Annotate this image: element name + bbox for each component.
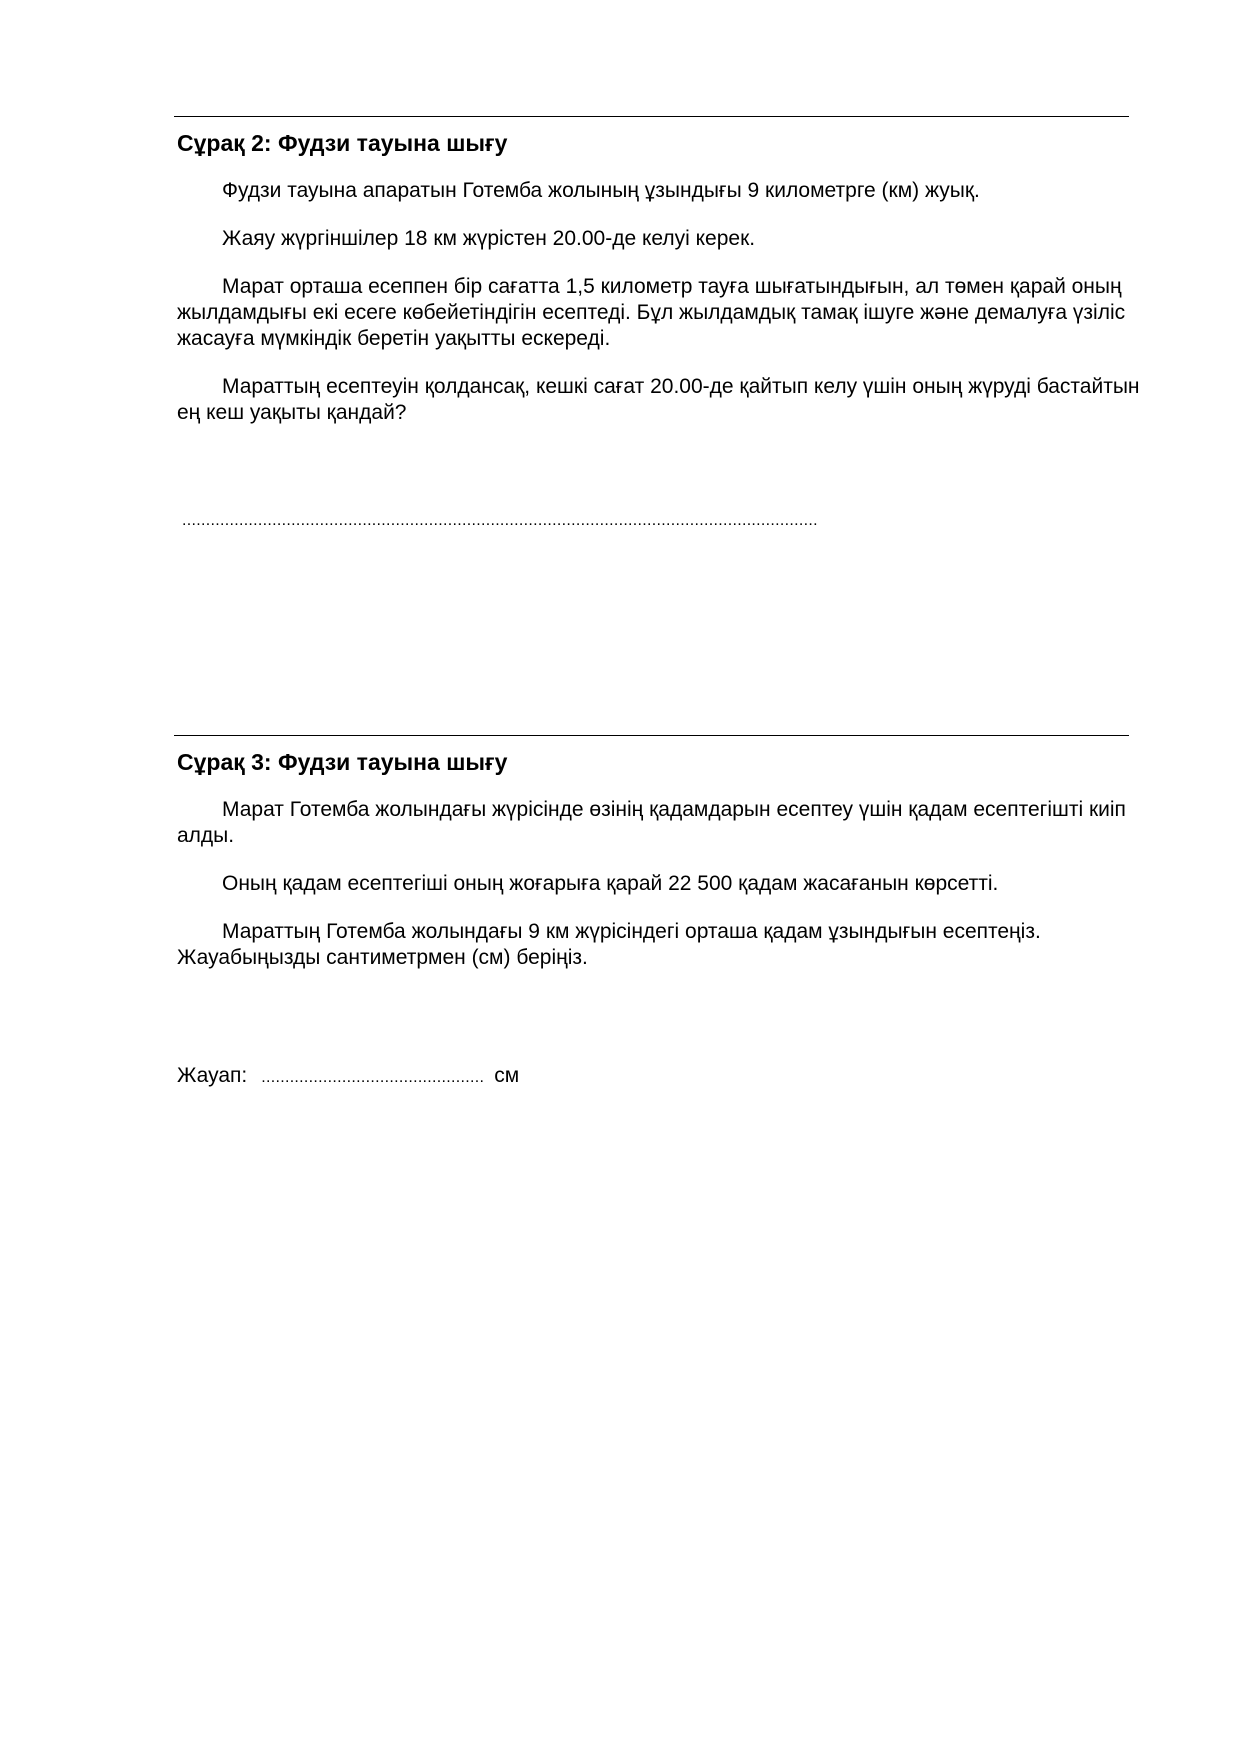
- question-2-title: Сұрақ 2: Фудзи тауына шығу: [177, 130, 508, 156]
- question-3-title: Сұрақ 3: Фудзи тауына шығу: [177, 749, 508, 775]
- question-2-paragraph-1: Фудзи тауына апаратын Готемба жолының ұзындығы 9 километрге (км) жуық.: [222, 179, 980, 202]
- question-2-paragraph-3: Марат орташа есеппен бір сағатта 1,5 километр тауға шығатындығын, ал төмен қарай оның жылдамдығы екі есеге көбейетіндігін есептеді. Бұл жылдамдық тамақ ішуге және демалуға үзіліс жасауға мүмкіндік беретін уақытты ескереді.: [177, 275, 1126, 350]
- answer-label: Жауап:: [177, 1064, 248, 1087]
- question-3-answer-row: [177, 1063, 1129, 1091]
- answer-unit: см: [494, 1064, 520, 1087]
- question-3-paragraph-1: Марат Готемба жолындағы жүрісінде өзінің қадамдарын есептеу үшін қадам есептегішті киіп алды.: [177, 798, 1126, 847]
- question-3-paragraph-3: Мараттың Готемба жолындағы 9 км жүрісіндегі орташа қадам ұзындығын есептеңіз. Жауабыңызды сантиметрмен (см) беріңіз.: [177, 920, 1041, 969]
- question-3-answer-line[interactable]: ...............................................: [261, 1069, 485, 1086]
- section-divider: [174, 735, 1129, 736]
- question-2-paragraph-2: Жаяу жүргіншілер 18 км жүрістен 20.00-де келуі керек.: [222, 227, 756, 250]
- question-3-section: [174, 735, 1129, 1091]
- question-2-section: [174, 116, 1140, 530]
- question-3-paragraph-2: Оның қадам есептегіші оның жоғарыға қарай 22 500 қадам жасағанын көрсетті.: [222, 872, 999, 895]
- section-divider: [174, 116, 1129, 117]
- question-2-paragraph-4: Мараттың есептеуін қолдансақ, кешкі сағат 20.00-де қайтып келу үшін оның жүруді бастайтын ең кеш уақыты қандай?: [177, 375, 1140, 424]
- question-2-answer-line[interactable]: ......................................................................................................................................: [182, 512, 818, 529]
